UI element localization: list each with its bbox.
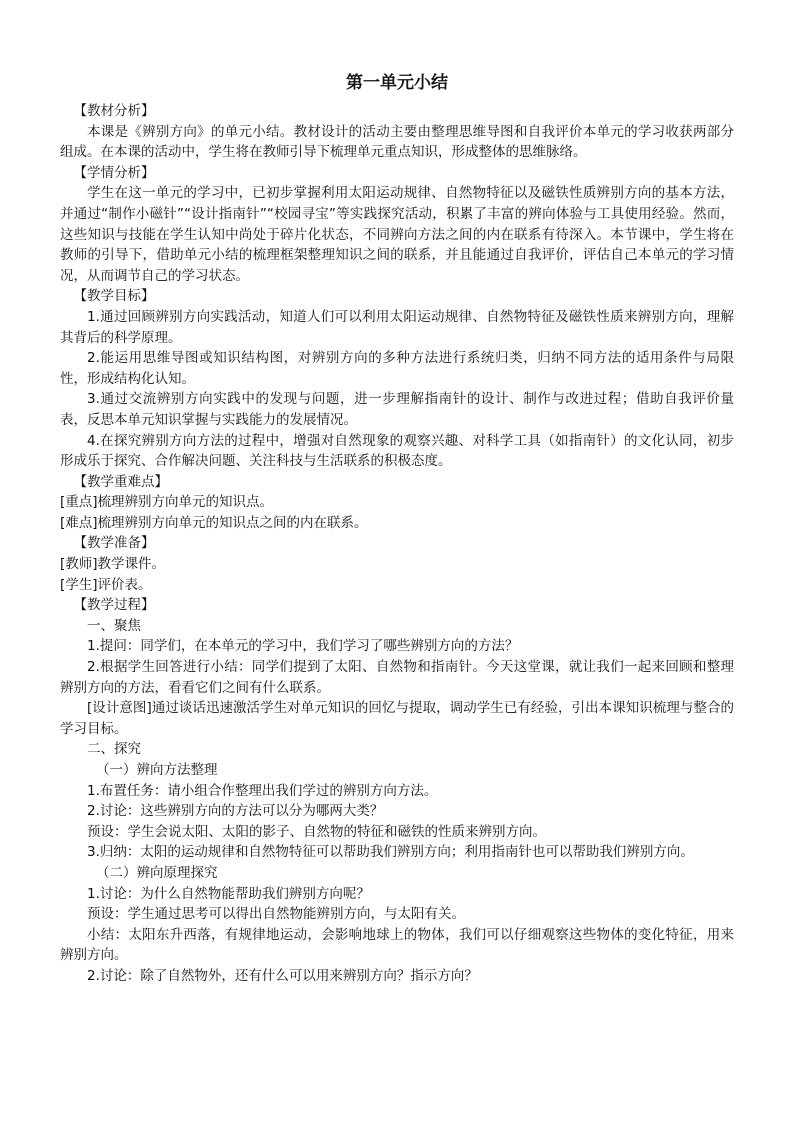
section-heading: 【教学过程】 bbox=[73, 597, 155, 614]
paragraph: 1.提问：同学们，在本单元的学习中，我们学习了哪些辨别方向的方法？ bbox=[87, 638, 519, 655]
document-body bbox=[60, 72, 734, 987]
paragraph: 3.归纳：太阳的运动规律和自然物特征可以帮助我们辨别方向；利用指南针也可以帮助我们辨别方向。 bbox=[87, 844, 694, 861]
paragraph: [重点]梳理辨别方向单元的知识点。 bbox=[60, 494, 274, 511]
page-title: 第一单元小结 bbox=[346, 73, 448, 93]
section-heading: 【教学准备】 bbox=[73, 535, 155, 552]
paragraph: 二、探究 bbox=[87, 741, 141, 758]
paragraph: 2.根据学生回答进行小结：同学们提到了太阳、自然物和指南针。今天这堂课，就让我们一起来回顾和整理辨别方向的方法，看看它们之间有什么联系。 bbox=[60, 659, 734, 696]
section-heading: 【学情分析】 bbox=[73, 164, 155, 181]
paragraph: 2.讨论：这些辨别方向的方法可以分为哪两大类？ bbox=[87, 803, 384, 820]
paragraph: [设计意图]通过谈话迅速激活学生对单元知识的回忆与提取，调动学生已有经验，引出本课知识梳理与整合的学习目标。 bbox=[60, 700, 734, 737]
paragraph: [难点]梳理辨别方向单元的知识点之间的内在联系。 bbox=[60, 514, 368, 531]
paragraph: 学生在这一单元的学习中，已初步掌握利用太阳运动规律、自然物特征以及磁铁性质辨别方向的基本方法，并通过“制作小磁针”“设计指南针”“校园寻宝”等实践探究活动，积累了丰富的辨向体验与工具使用经验。然而，这些知识与技能在学生认知中尚处于碎片化状态，不同辨向方法之间的内在联系有待深入。本节课中，学生将在教师的引导下，借助单元小结的梳理框架整理知识之间的联系，并且能通过自我评价，评估自己本单元的学习情况，从而调节自己的学习状态。 bbox=[60, 185, 734, 284]
paragraph: 预设：学生通过思考可以得出自然物能辨别方向，与太阳有关。 bbox=[87, 906, 465, 923]
paragraph: 1.讨论：为什么自然物能帮助我们辨别方向呢？ bbox=[87, 885, 370, 902]
paragraph: 预设：学生会说太阳、太阳的影子、自然物的特征和磁铁的性质来辨别方向。 bbox=[87, 823, 546, 840]
paragraph: 1.通过回顾辨别方向实践活动，知道人们可以利用太阳运动规律、自然物特征及磁铁性质来辨别方向，理解其背后的科学原理。 bbox=[60, 308, 734, 346]
paragraph: 3.通过交流辨别方向实践中的发现与问题，进一步理解指南针的设计、制作与改进过程；借助自我评价量表，反思本单元知识掌握与实践能力的发展情况。 bbox=[60, 391, 734, 428]
paragraph: （二）辨向原理探究 bbox=[96, 864, 218, 881]
paragraph: 一、聚焦 bbox=[87, 617, 141, 634]
paragraph: 1.布置任务：请小组合作整理出我们学过的辨别方向方法。 bbox=[87, 782, 438, 799]
paragraph: 4.在探究辨别方向方法的过程中，增强对自然现象的观察兴趣、对科学工具（如指南针）的文化认同，初步形成乐于探究、合作解决问题、关注科技与生活联系的积极态度。 bbox=[60, 432, 734, 470]
section-heading: 【教学目标】 bbox=[73, 288, 155, 305]
section-heading: 【教学重难点】 bbox=[73, 473, 168, 490]
paragraph: 2.能运用思维导图或知识结构图，对辨别方向的多种方法进行系统归类，归纳不同方法的适用条件与局限性，形成结构化认知。 bbox=[60, 350, 734, 387]
paragraph: [学生]评价表。 bbox=[60, 576, 152, 593]
paragraph: 2.讨论：除了自然物外，还有什么可以用来辨别方向？指示方向？ bbox=[87, 967, 478, 984]
section-heading: 【教材分析】 bbox=[73, 103, 155, 119]
paragraph: [教师]教学课件。 bbox=[60, 556, 166, 573]
paragraph: 本课是《辨别方向》的单元小结。教材设计的活动主要由整理思维导图和自我评价本单元的学习收获两部分组成。在本课的活动中，学生将在教师引导下梳理单元重点知识，形成整体的思维脉络。 bbox=[60, 123, 734, 161]
paragraph: 小结：太阳东升西落，有规律地运动，会影响地球上的物体，我们可以仔细观察这些物体的变化特征，用来辨别方向。 bbox=[60, 926, 734, 964]
paragraph: （一）辨向方法整理 bbox=[96, 762, 218, 778]
